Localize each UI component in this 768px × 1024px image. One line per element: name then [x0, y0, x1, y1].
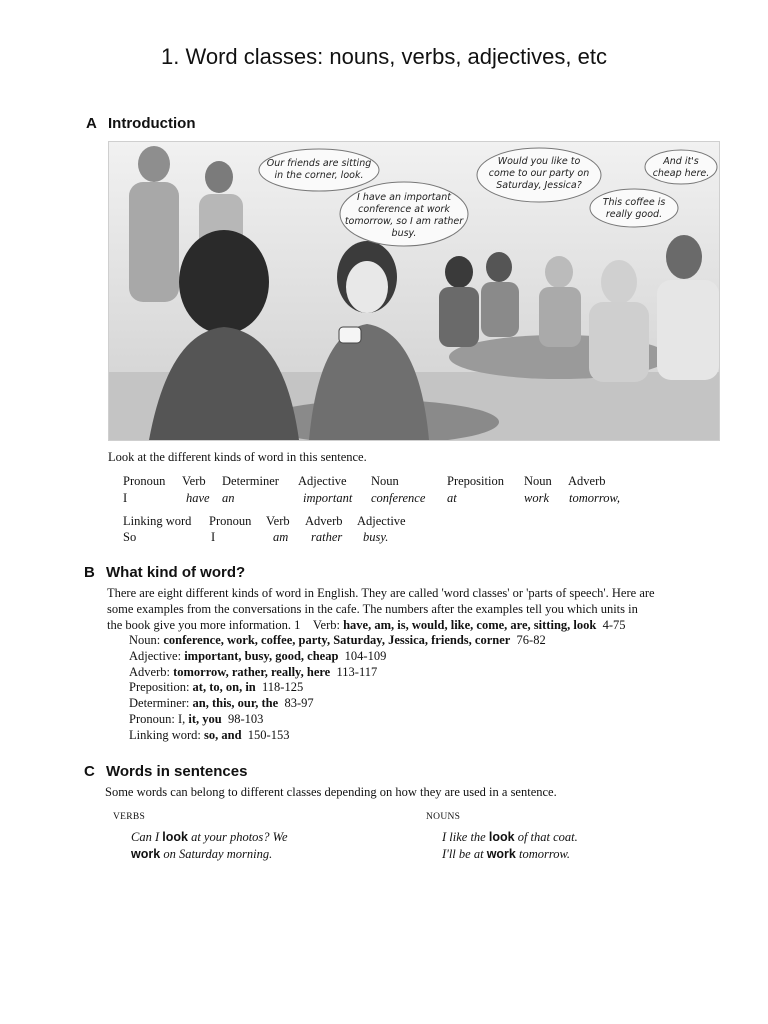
unit-range: 76-82 — [516, 633, 546, 647]
example-text: at your photos? We — [187, 830, 288, 844]
sentence-word: an — [222, 491, 235, 505]
word-class-label: Verb — [266, 514, 290, 528]
speech-bubble-friends — [259, 149, 379, 191]
cafe-illustration — [108, 141, 720, 441]
section-b-heading — [84, 564, 245, 581]
speech-bubble-coffee — [590, 189, 678, 227]
sentence-word: important — [303, 491, 353, 505]
paragraph-line — [107, 618, 655, 634]
section-c-intro: Some words can belong to different classes depending on how they are used in a sentence. — [105, 785, 557, 799]
unit-range: 98-103 — [227, 711, 264, 726]
word-class-list — [129, 633, 546, 744]
svg-text:And it's: And it's — [663, 156, 699, 167]
paragraph-line-text: the book give you more information. 1 — [107, 617, 301, 632]
page-title: 1. Word classes: nouns, verbs, adjectives, etc — [161, 44, 607, 69]
svg-text:Our friends are sitting: Our friends are sitting — [266, 158, 372, 169]
word-class-label: Linking word — [123, 514, 192, 528]
word-class-label: Pronoun — [123, 474, 166, 488]
unit-range: 104-109 — [344, 648, 387, 663]
svg-text:busy.: busy. — [391, 228, 417, 239]
word-class-item-label: Pronoun: — [129, 711, 175, 726]
word-class-examples: have, am, is, would, like, come, are, sitting, look — [343, 617, 597, 632]
word-class-label: Adverb — [305, 514, 343, 528]
svg-text:conference at work: conference at work — [358, 204, 450, 215]
example-line — [131, 829, 288, 846]
nouns-example — [442, 829, 578, 863]
word-class-label: Adverb — [568, 474, 606, 488]
word-class-item-determiner — [129, 696, 546, 712]
paragraph-line: There are eight different kinds of word in English. They are called 'word classes' or 'parts of speech'. Here are — [107, 586, 655, 600]
section-a-title: Introduction — [108, 115, 196, 132]
word-class-examples: so, and — [204, 727, 242, 742]
word-class-label: Adjective — [298, 474, 347, 488]
svg-text:Would you like to: Would you like to — [497, 156, 581, 167]
word-class-label: Preposition — [447, 474, 504, 488]
intro-line: Look at the different kinds of word in this sentence. — [108, 450, 367, 464]
section-b-paragraph — [107, 586, 655, 633]
section-b-title: What kind of word? — [106, 564, 246, 581]
svg-text:Saturday, Jessica?: Saturday, Jessica? — [496, 180, 582, 191]
unit-range: 113-117 — [336, 664, 378, 679]
word-class-label: Determiner — [222, 474, 279, 488]
word-class-label: Verb — [182, 474, 206, 488]
example-line — [131, 846, 288, 863]
example-text: I'll be at — [442, 847, 487, 861]
word-class-label: Adjective — [357, 514, 406, 528]
sentence-word: am — [273, 530, 289, 544]
verbs-example — [131, 829, 288, 863]
sentence-word: So — [123, 530, 137, 544]
paragraph-line: some examples from the conversations in the cafe. The numbers after the examples tell you which units in — [107, 601, 638, 616]
example-text: on Saturday morning. — [160, 847, 273, 861]
example-keyword: work — [486, 847, 516, 861]
word-class-examples: important, busy, good, cheap — [184, 648, 339, 663]
word-class-item-linking-word — [129, 728, 546, 744]
word-class-label: Noun — [524, 474, 552, 488]
example-text: Can I — [131, 830, 163, 844]
svg-text:This coffee is: This coffee is — [602, 197, 666, 208]
word-class-plain: I, — [177, 711, 186, 726]
word-class-item-noun — [129, 633, 546, 649]
svg-text:tomorrow, so I am rather: tomorrow, so I am rather — [344, 216, 464, 227]
svg-text:come to our party on: come to our party on — [488, 168, 590, 179]
word-class-examples: an, this, our, the — [192, 696, 279, 711]
section-a-letter: A — [86, 115, 97, 132]
word-class-examples: at, to, on, in — [192, 680, 256, 695]
svg-text:I have an important: I have an important — [357, 192, 451, 203]
sentence-word: work — [524, 491, 549, 505]
word-class-item-label: Determiner: — [129, 696, 190, 711]
nouns-label: NOUNS — [426, 812, 461, 822]
example-keyword: look — [488, 830, 515, 844]
word-class-examples: conference, work, coffee, party, Saturday, Jessica, friends, corner — [163, 633, 511, 647]
word-class-examples: it, you — [188, 711, 222, 726]
example-keyword: work — [131, 847, 161, 861]
svg-text:cheap here.: cheap here. — [652, 168, 710, 179]
word-class-label: Pronoun — [209, 514, 252, 528]
speech-bubble-party — [477, 148, 601, 202]
word-class-item-label: Adverb: — [129, 664, 170, 679]
unit-range: 4-75 — [602, 617, 626, 632]
word-class-item-preposition — [129, 680, 546, 696]
sentence-word: I — [123, 491, 128, 505]
speech-bubble-conference — [340, 182, 468, 246]
example-text: I like the — [442, 830, 489, 844]
example-line — [442, 846, 578, 863]
example-line — [442, 829, 578, 846]
unit-range: 83-97 — [284, 696, 314, 711]
sentence-word: tomorrow, — [569, 491, 621, 505]
word-class-label: Noun — [371, 474, 399, 488]
section-b-letter: B — [84, 564, 95, 581]
word-class-item-adjective — [129, 649, 546, 665]
word-class-examples: tomorrow, rather, really, here — [173, 664, 331, 679]
sentence-word: at — [447, 491, 457, 505]
word-class-item-label: Adjective: — [129, 648, 182, 663]
example-text: of that coat. — [514, 830, 578, 844]
word-class-item-label: Verb: — [312, 617, 340, 632]
speech-bubble-cheap — [645, 150, 717, 184]
svg-text:in the corner, look.: in the corner, look. — [274, 170, 364, 181]
section-c-heading — [84, 763, 247, 780]
section-a-heading — [86, 115, 195, 132]
unit-range: 118-125 — [262, 680, 304, 695]
sentence-word: I — [211, 530, 216, 544]
word-class-item-label: Noun: — [129, 633, 161, 647]
word-class-item-label: Linking word: — [129, 727, 201, 742]
word-class-item-pronoun — [129, 712, 546, 728]
svg-text:really good.: really good. — [605, 209, 663, 220]
sentence-word: busy. — [363, 530, 389, 544]
verbs-label: VERBS — [113, 812, 146, 822]
word-class-item-label: Preposition: — [129, 680, 190, 695]
example-keyword: look — [162, 830, 188, 844]
sentence-word: rather — [311, 530, 343, 544]
word-class-item-adverb — [129, 665, 546, 681]
sentence-word: have — [186, 491, 210, 505]
example-text: tomorrow. — [515, 847, 571, 861]
section-c-letter: C — [84, 763, 95, 780]
unit-range: 150-153 — [247, 727, 290, 742]
section-c-title: Words in sentences — [106, 763, 248, 780]
sentence-word: conference — [371, 491, 426, 505]
